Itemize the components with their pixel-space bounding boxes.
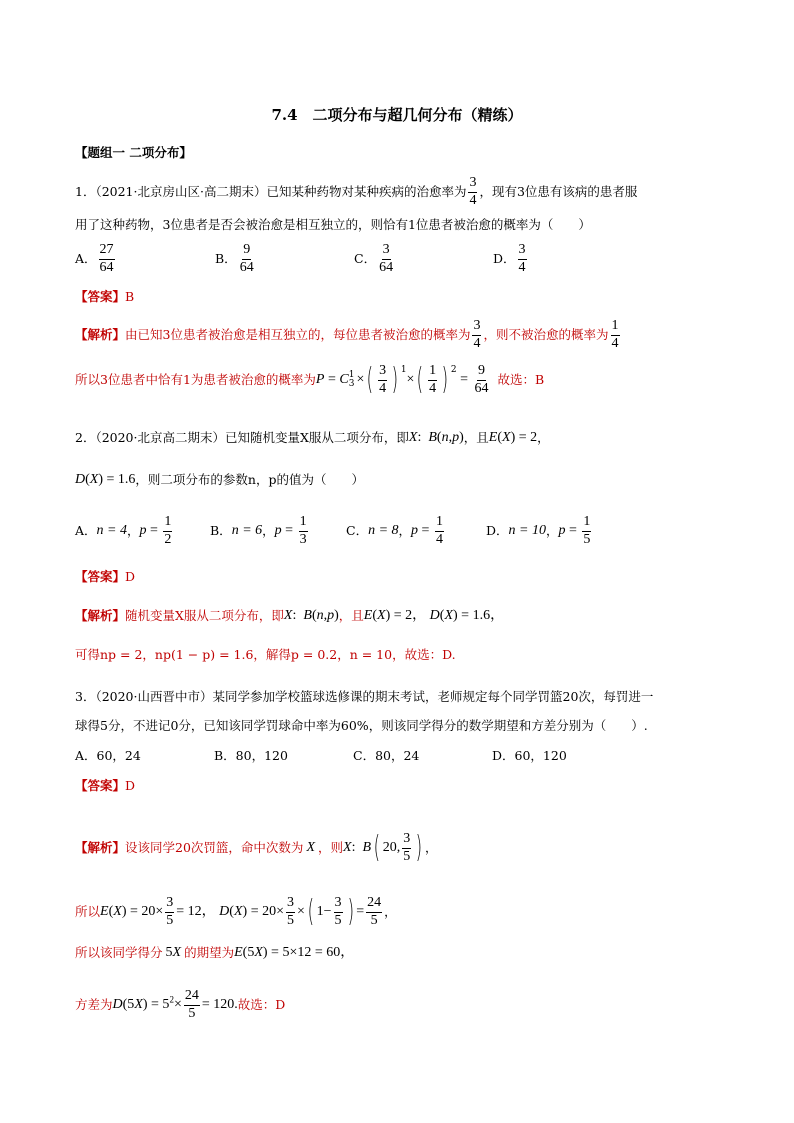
q1-options [75, 243, 529, 275]
q2-analysis-moments: E(X) = 2， D(X) = 1.6， [363, 608, 505, 623]
q3-analysis-line2: 所以 E(X) = 20× $\frac{3}{5}$ = 12， D(X) = 20× $\frac{3}{5}$ × ( 1− $\frac{3}{5}$ ) = $\frac{24}{5}$ ， [75, 894, 397, 930]
q1-stem-line2: 用了这种药物，3位患者是否会被治愈是相互独立的，则恰有1位患者被治愈的概率为（ ） [75, 217, 591, 232]
q2-variance: D(X) = 1.6 [75, 472, 136, 487]
q3-stem-line1: 3．（2020·山西晋中市）某同学参加学校篮球选修课的期末考试，老师规定每个同学罚篮20次，每罚进一 [75, 689, 654, 704]
q3-variance-formula: $D(5X) = 5^2\times$ $\frac{24}{5}$ = 120. [112, 988, 238, 1021]
q3-option-c: C．80，24 [353, 748, 420, 763]
q1-stem-a: 1．（2021·北京房山区·高二期末）已知某种药物对某种疾病的治愈率为 [75, 183, 467, 199]
q1-stem-line1 [75, 176, 637, 208]
q1-analysis-line1: 【解析】 由已知3位患者被治愈是相互独立的，每位患者被治愈的概率为 $\frac{3}{4}$ ，则不被治愈的概率为 $\frac{1}{4}$ [75, 318, 619, 351]
q1-option-b: B． $\frac{9}{64}$ [215, 242, 254, 275]
q1-option-d: D． $\frac{3}{4}$ [493, 242, 526, 275]
group-heading: 【题组一 二项分布】 [75, 145, 192, 160]
q1-answer: 【答案】 B [75, 289, 135, 304]
q3-stem-line2: 球得5分，不进记0分，已知该同学罚球命中率为60%，则该同学得分的数学期望和方差分别为（ ）. [75, 718, 648, 733]
q2-binomial-notation: X: B(n,p) [408, 430, 464, 445]
q2-analysis-line2: 可得np = 2，np(1 − p) = 1.6，解得p = 0.2，n = 10，故选：D. [75, 647, 456, 662]
q3-expectation-formula: E(5X) = 5×12 = 60， [234, 945, 355, 960]
q1-cure-fraction: $\frac{3}{4}$ [473, 318, 481, 351]
q1-cure-rate-fraction: $\frac{3}{4}$ [469, 175, 477, 208]
q2-analysis-binomial: X: B(n,p) [283, 608, 339, 623]
q3-analysis-line1: 【解析】 设该同学20次罚篮，命中次数为 X ，则 X : B ( 20, $\frac{3}{5}$ ) ， [75, 830, 438, 866]
q3-analysis-line4: 方差为 $D(5X) = 5^2\times$ $\frac{24}{5}$ = 120. 故选：D [75, 988, 286, 1021]
q2-answer: 【答案】 D [75, 569, 136, 584]
q2-option-c: C． n = 8 ， p = $\frac{1}{4}$ [346, 514, 443, 547]
q1-stem-b: ，现有3位患有该病的患者服 [479, 183, 638, 199]
q2-option-a: A． n = 4 ， p = $\frac{1}{2}$ [75, 514, 172, 547]
q2-options [75, 515, 593, 547]
q2-option-b: B． n = 6 ， p = $\frac{1}{3}$ [210, 514, 307, 547]
q1-option-a: A． $\frac{27}{64}$ [75, 242, 114, 275]
q3-moments-formula: E(X) = 20× $\frac{3}{5}$ = 12， D(X) = 20× $\frac{3}{5}$ × ( 1− $\frac{3}{5}$ ) = $\frac{24}{5}$ ， [100, 894, 397, 930]
q1-probability-formula: P = C 1 3 × ( $\frac{3}{4}$ ) 1 × ( $\frac{1}{4}$ ) 2 = $\frac{9}{64}$ [315, 362, 489, 398]
q2-option-d: D． n = 10 ， p = $\frac{1}{5}$ [486, 514, 591, 547]
q1-analysis-line2: 所以3位患者中恰有1为患者被治愈的概率为 P = C 1 3 × ( $\frac{3}{4}$ ) 1 × ( $\frac{1}{4}$ ) 2 = $\frac{9}{64}$ 故选：B [75, 362, 545, 398]
q3-option-b: B．80，120 [214, 748, 288, 763]
q3-options [75, 750, 567, 763]
q3-option-d: D．60，120 [492, 748, 567, 763]
q1-fail-fraction: $\frac{1}{4}$ [611, 318, 619, 351]
q3-answer: 【答案】 D [75, 778, 136, 793]
q2-stem-line2: D(X) = 1.6 ，则二项分布的参数n，p的值为（ ） [75, 471, 364, 487]
q3-analysis-line3: 所以该同学得分 5X 的期望为 E(5X) = 5×12 = 60， [75, 944, 355, 960]
q2-stem-line1: 2．（2020·北京高二期末）已知随机变量X服从二项分布，即 X: B(n,p) ，且 E(X) = 2 ， [75, 429, 550, 445]
q2-analysis-line1: 【解析】 随机变量X服从二项分布，即 X: B(n,p) ，且 E(X) = 2， D(X) = 1.6， [75, 607, 505, 623]
q2-expectation: E(X) = 2 [488, 430, 538, 445]
q3-option-a: A．60，24 [75, 748, 141, 763]
page-title: 7.4 二项分布与超几何分布（精练） [271, 106, 523, 124]
q1-option-c: C． $\frac{3}{64}$ [354, 242, 394, 275]
q3-binomial: X : B ( 20, $\frac{3}{5}$ ) ， [343, 830, 438, 866]
